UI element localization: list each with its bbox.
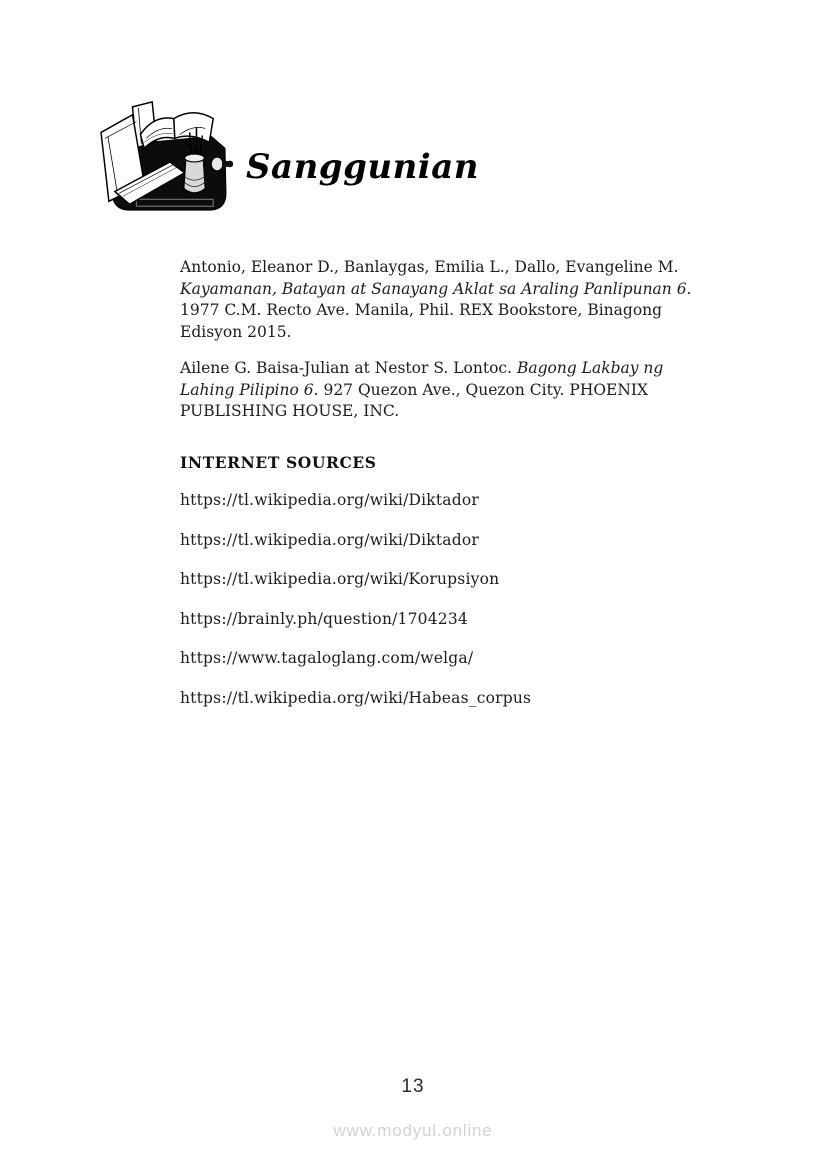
page-title: Sanggunian xyxy=(246,147,479,187)
reference-book-title: Lahing Pilipino 6. xyxy=(180,380,319,399)
reference-line xyxy=(180,358,780,380)
page-number: 13 xyxy=(401,1076,425,1097)
reference-line xyxy=(180,380,780,402)
reference-text: 927 Quezon Ave., Quezon City. PHOENIX xyxy=(318,380,649,399)
internet-sources-heading: INTERNET SOURCES xyxy=(180,452,377,472)
source-url: https://tl.wikipedia.org/wiki/Korupsiyon xyxy=(180,570,500,588)
reference-line: Kayamanan, Batayan at Sanayang Aklat sa Araling Panlipunan 6. xyxy=(180,279,692,298)
reference-line: PUBLISHING HOUSE, INC. xyxy=(180,402,400,420)
reference-text: Ailene G. Baisa-Julian at Nestor S. Lontoc. xyxy=(180,359,517,377)
books-quill-inkstand-illustration xyxy=(95,99,233,221)
source-url: https://tl.wikipedia.org/wiki/Diktador xyxy=(180,491,480,509)
reference-book-title: Bagong Lakbay ng xyxy=(516,359,664,377)
reference-entry xyxy=(180,257,780,343)
reference-line: Antonio, Eleanor D., Banlaygas, Emilia L., Dallo, Evangeline M. xyxy=(180,258,679,276)
source-url: https://brainly.ph/question/1704234 xyxy=(180,609,468,628)
reference-line: Edisyon 2015. xyxy=(180,322,292,341)
reference-entry xyxy=(180,358,780,423)
source-url: https://www.tagaloglang.com/welga/ xyxy=(180,649,474,667)
source-url: https://tl.wikipedia.org/wiki/Diktador xyxy=(180,530,480,549)
books-quill-inkstand-icon xyxy=(95,99,233,221)
reference-line: 1977 C.M. Recto Ave. Manila, Phil. REX Bookstore, Binagong xyxy=(180,301,663,319)
watermark: www.modyul.online xyxy=(333,1121,493,1140)
url-list xyxy=(180,490,780,709)
content-block xyxy=(180,257,780,727)
source-url: https://tl.wikipedia.org/wiki/Habeas_corpus xyxy=(180,688,532,707)
